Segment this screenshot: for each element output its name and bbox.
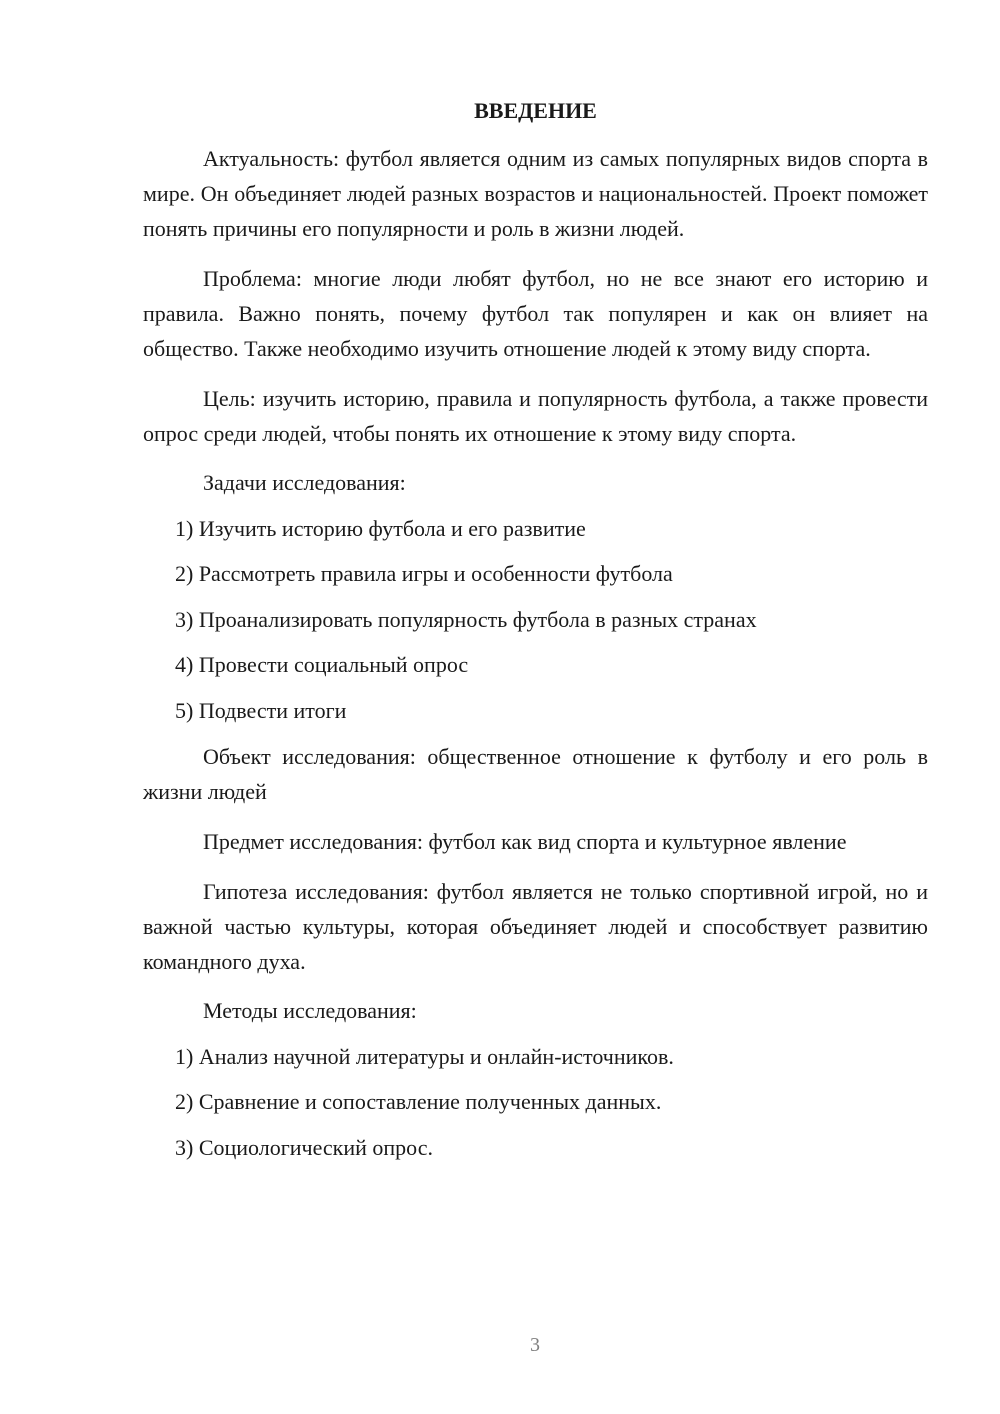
subject-paragraph: Предмет исследования: футбол как вид спорта и культурное явление — [203, 829, 847, 854]
page-number: 3 — [530, 1334, 540, 1356]
task-item: 1) Изучить историю футбола и его развитие — [175, 515, 586, 541]
task-item: 4) Провести социальный опрос — [175, 652, 469, 677]
method-item: 1) Анализ научной литературы и онлайн-источников. — [175, 1043, 674, 1069]
relevance-paragraph: Актуальность: футбол является одним из самых популярных видов спорта в мире. Он объединяет людей разных возрастов и национальностей. Проект поможет понять причины его популярности и роль в жизни людей. — [143, 146, 928, 241]
problem-paragraph: Проблема: многие люди любят футбол, но не все знают его историю и правила. Важно понять, почему футбол так популярен и как он влияет на общество. Также необходимо изучить отношение людей к этому виду спорта. — [143, 266, 928, 361]
task-item: 2) Рассмотреть правила игры и особенности футбола — [175, 561, 673, 586]
hypothesis-paragraph: Гипотеза исследования: футбол является не только спортивной игрой, но и важной частью культуры, которая объединяет людей и способствует развитию командного духа. — [143, 879, 928, 974]
object-paragraph: Объект исследования: общественное отношение к футболу и его роль в жизни людей — [143, 744, 928, 804]
page-title: ВВЕДЕНИЕ — [474, 98, 597, 123]
task-item: 3) Проанализировать популярность футбола в разных странах — [175, 606, 757, 632]
document-page — [143, 94, 928, 1176]
tasks-heading: Задачи исследования: — [203, 470, 406, 495]
goal-paragraph: Цель: изучить историю, правила и популярность футбола, а также провести опрос среди людей, чтобы понять их отношение к этому виду спорта. — [143, 386, 928, 446]
task-item: 5) Подвести итоги — [175, 697, 347, 723]
methods-heading: Методы исследования: — [203, 998, 417, 1023]
method-item: 3) Социологический опрос. — [175, 1134, 433, 1160]
method-item: 2) Сравнение и сопоставление полученных данных. — [175, 1089, 662, 1114]
